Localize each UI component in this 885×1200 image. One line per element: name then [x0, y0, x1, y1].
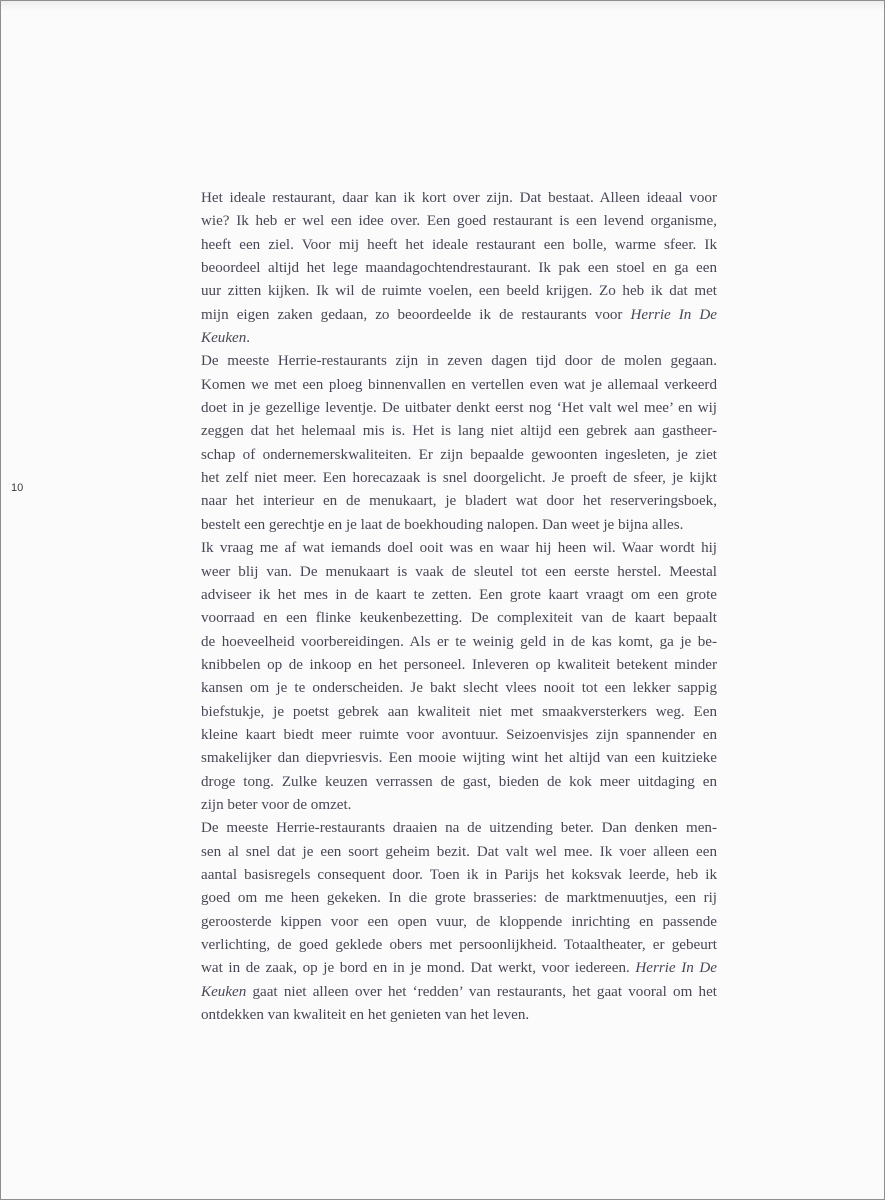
- text-line: biefstukje, je poetst gebrek aan kwaliteit niet met smaakversterkers weg. Een: [201, 703, 717, 720]
- text-line: schap of ondernemerskwaliteiten. Er zijn bepaalde gewoonten ingesleten, je ziet: [201, 446, 717, 463]
- text-run: gaat niet alleen over het ‘redden’ van restaurants, het gaat vooral om het: [246, 983, 717, 1000]
- text-line: Ik vraag me af wat iemands doel ooit was en waar hij heen wil. Waar wordt hij: [201, 540, 717, 557]
- book-title-italic: Herrie In De: [635, 960, 717, 977]
- text-line: ontdekken van kwaliteit en het genieten van het leven.: [201, 1007, 530, 1024]
- text-line: zijn beter voor de omzet.: [201, 796, 352, 813]
- text-line: bestelt een gerechtje en je laat de boekhouding nalopen. Dan weet je bijna alles.: [201, 516, 684, 533]
- text-line: naar het interieur en de menukaart, je bladert wat door het reserveringsboek,: [201, 493, 717, 510]
- text-line: kansen om je te onderscheiden. Je bakt slecht vlees nooit tot een lekker sappig: [201, 680, 717, 697]
- paragraph-4: [201, 817, 717, 1027]
- text-line: wie? Ik heb er wel een idee over. Een goed restaurant is een levend organisme,: [201, 213, 717, 230]
- text-line: knibbelen op de inkoop en het personeel. Inleveren op kwaliteit betekent minder: [201, 656, 717, 673]
- text-line: uur zitten kijken. Ik wil de ruimte voelen, een beeld krijgen. Zo heb ik dat met: [201, 283, 717, 300]
- text-line: heeft een ziel. Voor mij heeft het ideale restaurant een bolle, warme sfeer. Ik: [201, 236, 717, 253]
- text-line: aantal basisregels consequent door. Toen ik in Parijs het koksvak leerde, heb ik: [201, 866, 717, 883]
- text-line: smakelijker dan diepvriesvis. Een mooie wijting wint het altijd van een kuitzieke: [201, 750, 717, 767]
- page-number: 10: [11, 482, 24, 494]
- body-text: [201, 187, 717, 1027]
- text-line: [201, 981, 717, 1004]
- text-line: geroosterde kippen voor een open vuur, de kloppende inrichting en passende: [201, 913, 717, 930]
- text-run: wat in de zaak, op je bord en in je mond. Dat werkt, voor iedereen.: [201, 960, 636, 977]
- text-line: de hoeveelheid voorbereidingen. Als er te weinig geld in de kas komt, ga je be-: [201, 633, 717, 650]
- text-line: goed om me heen gekeken. In die grote brasseries: de marktmenuutjes, een rij: [201, 890, 717, 907]
- paragraph-2: [201, 350, 717, 537]
- text-line: Het ideale restaurant, daar kan ik kort over zijn. Dat bestaat. Alleen ideaal voor: [201, 190, 717, 206]
- text-line: [201, 957, 717, 980]
- text-run: .: [246, 330, 251, 347]
- book-title-italic: Herrie In De: [630, 306, 717, 323]
- text-line: De meeste Herrie-restaurants draaien na de uitzending beter. Dan denken men-: [201, 820, 717, 837]
- text-line: [201, 327, 717, 350]
- text-line: verlichting, de goed geklede obers met persoonlijkheid. Totaaltheater, er gebeurt: [201, 937, 717, 953]
- text-line: doet in je gezellige leventje. De uitbater denkt eerst nog ‘Het valt wel mee’ en wij: [201, 400, 717, 417]
- paragraph-1: [201, 187, 717, 350]
- book-title-italic: Keuken: [201, 983, 247, 1000]
- text-line: [201, 304, 717, 327]
- text-line: De meeste Herrie-restaurants zijn in zeven dagen tijd door de molen gegaan.: [201, 353, 717, 370]
- text-line: droge tong. Zulke keuzen verrassen de gast, bieden de kok meer uitdaging en: [201, 773, 717, 790]
- text-line: weer blij van. De menukaart is vaak de sleutel tot een eerste herstel. Meestal: [201, 563, 717, 580]
- text-line: beoordeel altijd het lege maandagochtendrestaurant. Ik pak een stoel en ga een: [201, 260, 717, 277]
- text-line: Komen we met een ploeg binnenvallen en vertellen even wat je allemaal verkeerd: [201, 376, 717, 393]
- text-line: zeggen dat het helemaal mis is. Het is lang niet altijd een gebrek aan gastheer-: [201, 423, 717, 440]
- book-title-italic: Keuken: [201, 330, 247, 347]
- text-line: het zelf niet meer. Een horecazaak is snel doorgelicht. Je proeft de sfeer, je kijkt: [201, 470, 717, 487]
- text-line: adviseer ik het mes in de kaart te zetten. Een grote kaart vraagt om een grote: [201, 586, 717, 603]
- text-line: kleine kaart biedt meer ruimte voor avontuur. Seizoenvisjes zijn spannender en: [201, 726, 717, 743]
- paragraph-3: [201, 537, 717, 817]
- previous-page-bleed: [1, 1, 885, 11]
- text-line: sen al snel dat je een soort geheim bezit. Dat valt wel mee. Ik voer alleen een: [201, 843, 717, 860]
- text-line: voorraad en een flinke keukenbezetting. De complexiteit van de kaart bepaalt: [201, 610, 717, 627]
- text-run: mijn eigen zaken gedaan, zo beoordeelde ik de restaurants voor: [201, 306, 631, 323]
